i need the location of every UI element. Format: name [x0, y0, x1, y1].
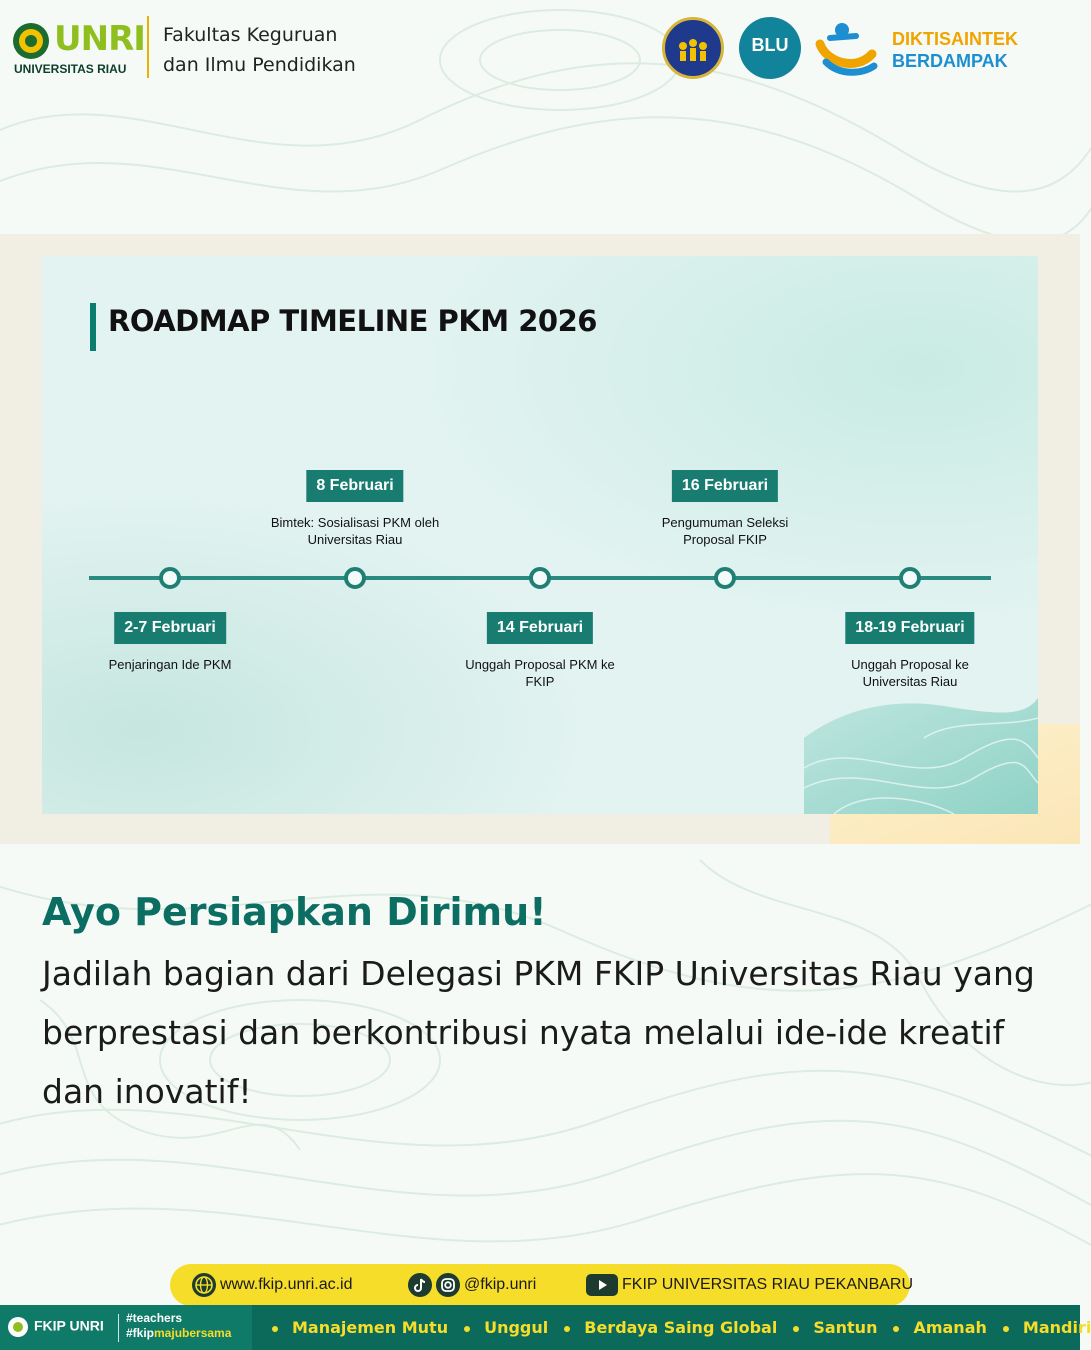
- tiktok-icon: [408, 1273, 432, 1297]
- footer-value-item: [272, 1318, 448, 1337]
- footer-brand-text: FKIP UNRI: [34, 1317, 104, 1334]
- bullet-dot-icon: [272, 1326, 278, 1332]
- timeline-date-badge: 8 Februari: [306, 470, 403, 502]
- faculty-name: [163, 20, 356, 80]
- headline: Ayo Persiapkan Dirimu!: [42, 890, 547, 934]
- bullet-dot-icon: [564, 1326, 570, 1332]
- footer-value-label: Amanah: [913, 1318, 987, 1337]
- timeline-event-description: Unggah Proposal ke Universitas Riau: [851, 657, 969, 689]
- timeline-node: [529, 567, 551, 589]
- diktisaintek-logo-text: [892, 28, 1018, 72]
- roadmap-title: ROADMAP TIMELINE PKM 2026: [108, 304, 597, 338]
- header-divider: [147, 16, 149, 78]
- footer-value-item: [464, 1318, 548, 1337]
- timeline-date-badge: 14 Februari: [487, 612, 593, 644]
- blu-logo-text: BLU: [751, 35, 789, 55]
- timeline-event-description: Unggah Proposal PKM ke FKIP: [465, 657, 615, 689]
- fkip-maju-bersama-logo: [662, 17, 724, 79]
- timeline-node: [714, 567, 736, 589]
- title-accent-bar: [90, 303, 96, 351]
- faculty-line-2: dan Ilmu Pendidikan: [163, 54, 356, 76]
- header: [0, 0, 1080, 110]
- timeline-date-badge: 16 Februari: [672, 470, 778, 502]
- body-text: Jadilah bagian dari Delegasi PKM FKIP Universitas Riau yang berprestasi dan berkontribusi nyata melalui ide-ide kreatif dan inovatif!: [42, 954, 1035, 1111]
- website-contact[interactable]: [192, 1272, 353, 1298]
- footer-value-label: Mandiri: [1022, 1318, 1091, 1337]
- footer-value-item: [893, 1318, 986, 1337]
- social-handle-text: @fkip.unri: [464, 1276, 537, 1293]
- timeline-date-badge: 2-7 Februari: [114, 612, 226, 644]
- message-section: [42, 886, 1042, 1121]
- wave-decoration: [804, 698, 1038, 814]
- globe-icon: [192, 1273, 216, 1297]
- youtube-contact[interactable]: [586, 1272, 913, 1298]
- footer-value-item: [1003, 1318, 1091, 1337]
- bullet-dot-icon: [464, 1326, 470, 1332]
- fkip-people-icon: [665, 20, 721, 76]
- footer-brand-block: [0, 1305, 252, 1350]
- footer-bar: [0, 1305, 1091, 1350]
- values-list: [272, 1305, 1091, 1350]
- unri-emblem-icon: [12, 22, 50, 60]
- social-contact[interactable]: [408, 1272, 536, 1298]
- timeline-date-badge: 18-19 Februari: [845, 612, 974, 644]
- faculty-line-1: Fakultas Keguruan: [163, 24, 338, 46]
- diktisaintek-mark-icon: [812, 14, 878, 80]
- roadmap-panel: [42, 256, 1038, 814]
- footer-value-item: [793, 1318, 877, 1337]
- hashtag-prefix: #fkip: [126, 1326, 155, 1340]
- hashtag-fkipmajubersama: [126, 1326, 231, 1341]
- instagram-icon: [436, 1273, 460, 1297]
- timeline-node: [344, 567, 366, 589]
- dikti-line-2: BERDAMPAK: [892, 51, 1008, 71]
- unri-logo: [12, 18, 145, 80]
- hashtag-teachers: #teachers: [126, 1311, 183, 1325]
- youtube-channel-text: FKIP UNIVERSITAS RIAU PEKANBARU: [622, 1276, 914, 1293]
- timeline-event-description: Penjaringan Ide PKM: [108, 657, 232, 672]
- footer-value-item: [564, 1318, 777, 1337]
- website-text: www.fkip.unri.ac.id: [220, 1276, 353, 1293]
- footer-value-label: Manajemen Mutu: [292, 1318, 449, 1337]
- timeline-node: [899, 567, 921, 589]
- footer-value-label: Unggul: [484, 1318, 549, 1337]
- footer-value-label: Berdaya Saing Global: [584, 1318, 778, 1337]
- footer-value-label: Santun: [813, 1318, 878, 1337]
- unri-wordmark: UNRI: [54, 19, 145, 59]
- bullet-dot-icon: [893, 1326, 899, 1332]
- timeline-event-description: Bimtek: Sosialisasi PKM oleh Universitas Riau: [270, 515, 440, 547]
- footer-hashtags: [126, 1311, 231, 1341]
- footer-separator: [118, 1314, 119, 1342]
- bullet-dot-icon: [793, 1326, 799, 1332]
- dikti-line-1: DIKTISAINTEK: [892, 29, 1018, 49]
- hashtag-highlight: majubersama: [154, 1326, 232, 1340]
- fkip-unri-logo-icon: [8, 1317, 28, 1337]
- contact-bar: [170, 1264, 914, 1306]
- blu-speed-logo: [739, 17, 801, 79]
- bullet-dot-icon: [1003, 1326, 1009, 1332]
- timeline-event-description: Pengumuman Seleksi Proposal FKIP: [661, 515, 789, 547]
- timeline-node: [159, 567, 181, 589]
- university-name: UNIVERSITAS RIAU: [14, 62, 127, 76]
- footer-brand: [8, 1317, 104, 1337]
- youtube-icon: [586, 1274, 618, 1296]
- partner-logos: [662, 14, 1062, 84]
